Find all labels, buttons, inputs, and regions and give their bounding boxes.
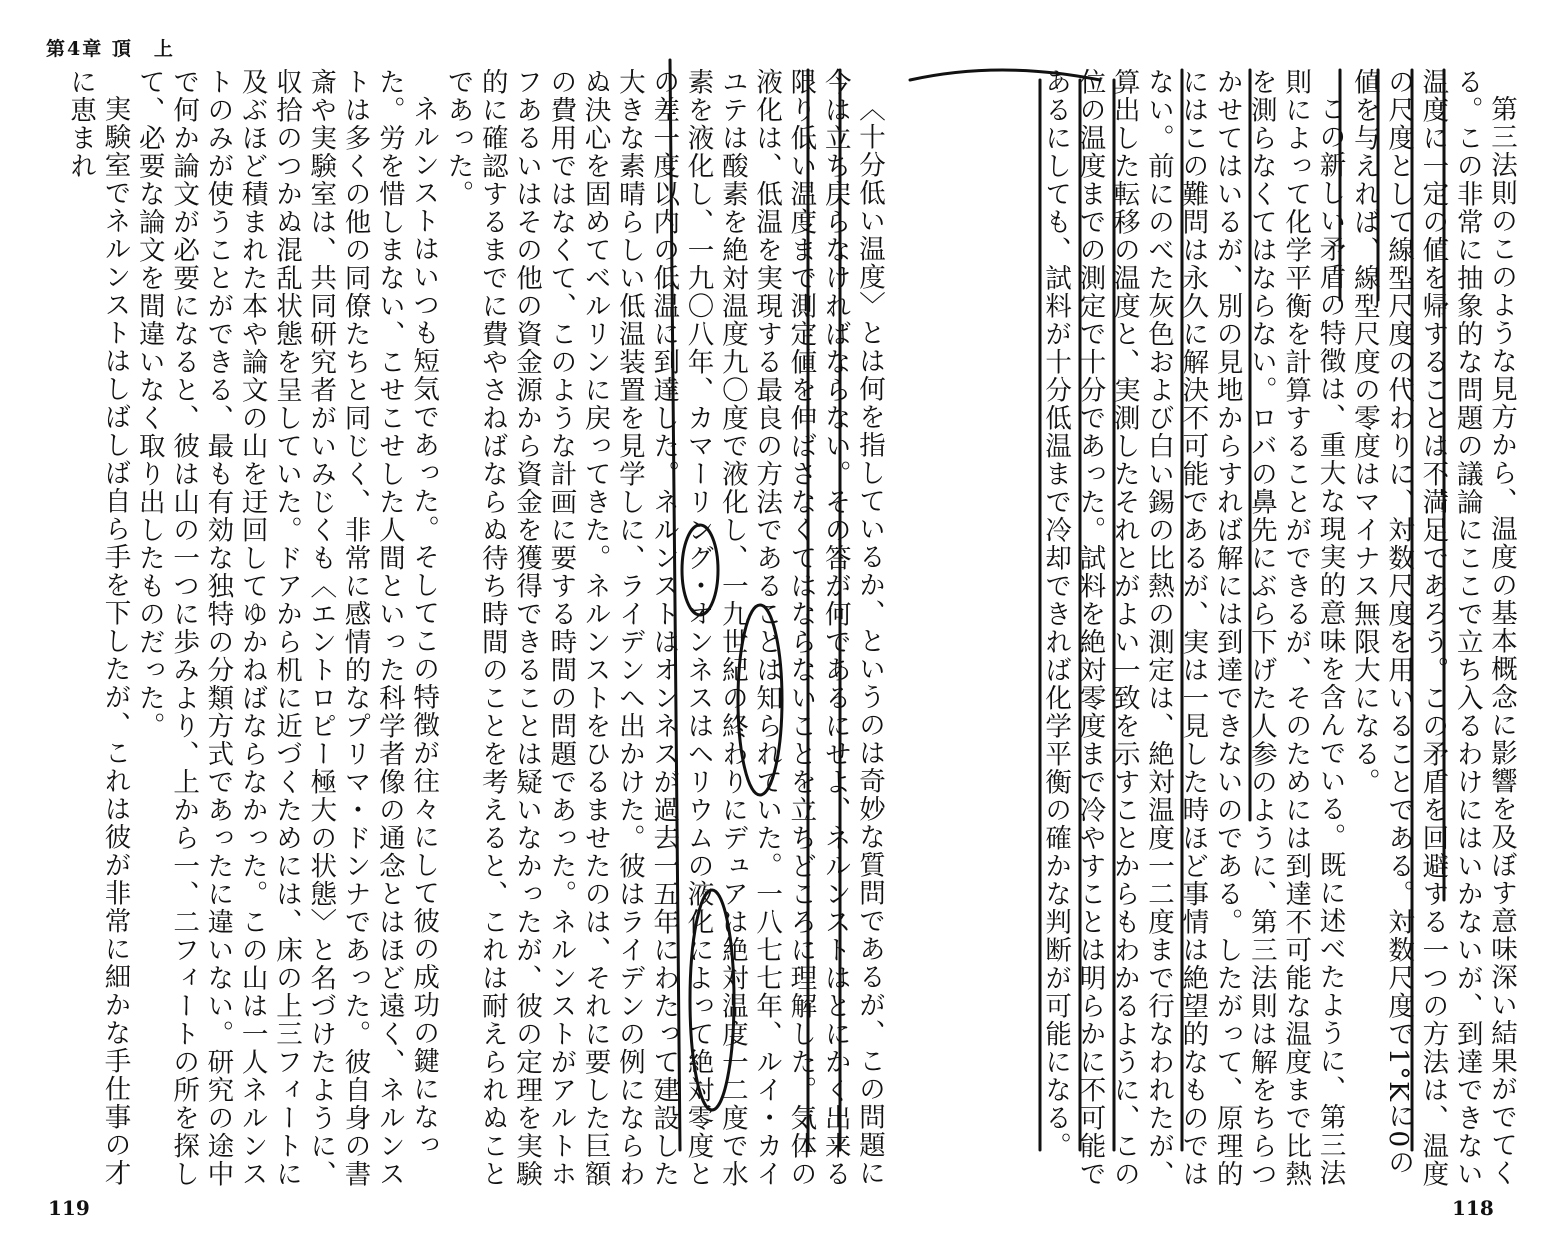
- paragraph: 実験室でネルンストはしばしば自ら手を下したが、これは彼が非常に細かな手仕事の才に恵まれ: [65, 68, 131, 1187]
- paragraph: 第三法則のこのような見方から、温度の基本概念に影響を及ぼす意味深い結果がでてくる。この非常に抽象的な問題の議論にここで立ち入るわけにはいかないが、到達できない温度に一定の値を帰することは不満足であろう。この矛盾を回避する一つの方法は、温度の尺度として線型尺度の代わりに、対数尺度を用いることである。対数尺度で1°Kに0の値を与えれば、線型尺度の零度はマイナス無限大になる。: [1348, 68, 1517, 1188]
- right-page-text: [908, 68, 1518, 1188]
- chapter-header: 第4章 頂 上: [46, 38, 175, 60]
- page-number-left: 119: [48, 1196, 90, 1220]
- paragraph: 〈十分低い温度〉とは何を指しているか、というのは奇妙な質問であるが、この問題に今は立ち戻らなければならない。その答が何であるにせよ、ネルンストはとにかく出来る限り低い温度まで測定値を伸ばさなくてはならないことを立ちどころに理解した。気体の液化は、低温を実現する最良の方法であることは知られていた。一八七七年、ルイ・カイユテは酸素を絶対温度九〇度で液化し、一九世紀の終わりにデュアは絶対温度一二度で水素を液化し、一九〇八年、カマーリング・オンネスはヘリウムの液化によって絶対零度との差一度以内の低温に到達した。ネルンストはオンネスが過去一五年にわたって建設した大きな素晴らしい低温装置を見学しに、ライデンへ出かけた。彼はライデンの例にならわぬ決心を固めてベルリンに戻ってきた。ネルンストをひるませたのは、それに要した巨額の費用ではなくて、このような計画に要する時間の問題であった。ネルンストがアルトホフあるいはその他の資金源から資金を獲得できることは疑いなかったが、彼の定理を実験的に確認するまでに費やさねばならぬ待ち時間のことを考えると、これは耐えられぬことであった。: [442, 68, 885, 1188]
- paragraph: ネルンストはいつも短気であった。そしてこの特徴が往々にして彼の成功の鍵になった。労を惜しまない、こせこせした人間といった科学者像の通念とはほど遠く、ネルンストは多くの他の同僚たちと同じく、非常に感情的なプリマ・ドンナであった。彼自身の書斎や実験室は、共同研究者がいみじくも〈エントロピー極大の状態〉と名づけたように、収拾のつかぬ混乱状態を呈していた。ドアから机に近づくためには、床の上三フィートに及ぶほど積まれた本や論文の山を迂回してゆかねばならなかった。この山は一人ネルンストのみが使うことができる、最も有効な独特の分類方式であったに違いない。研究の途中で何か論文が必要になると、彼は山の一つに歩みより、上から一、二フィートの所を探して、必要な論文を間違いなく取り出したものだった。: [133, 68, 440, 1188]
- paragraph: この新しい矛盾の特徴は、重大な現実的意味を含んでいる。既に述べたように、第三法則によって化学平衡を計算することができるが、そのためには到達不可能な温度まで比熱を測らなくてはならない。ロバの鼻先にぶら下げた人参のように、第三法則は解をちらつかせてはいるが、別の見地からすれば解には到達できないのである。したがって、原理的にはこの難問は永久に解決不可能であるが、実は一見した時ほど事情は絶望的なものではない。前にのべた灰色および白い錫の比熱の測定は、絶対温度一二度まで行なわれたが、算出した転移の温度と、実測したそれとがよい一致を示すことからもわかるように、この位の温度までの測定で十分であった。試料を絶対零度まで冷やすことは明らかに不可能であるにしても、試料が十分低温まで冷却できれば化学平衡の確かな判断が可能になる。: [1040, 68, 1346, 1188]
- left-page-text: [14, 68, 886, 1188]
- page-number-right: 118: [1452, 1196, 1494, 1220]
